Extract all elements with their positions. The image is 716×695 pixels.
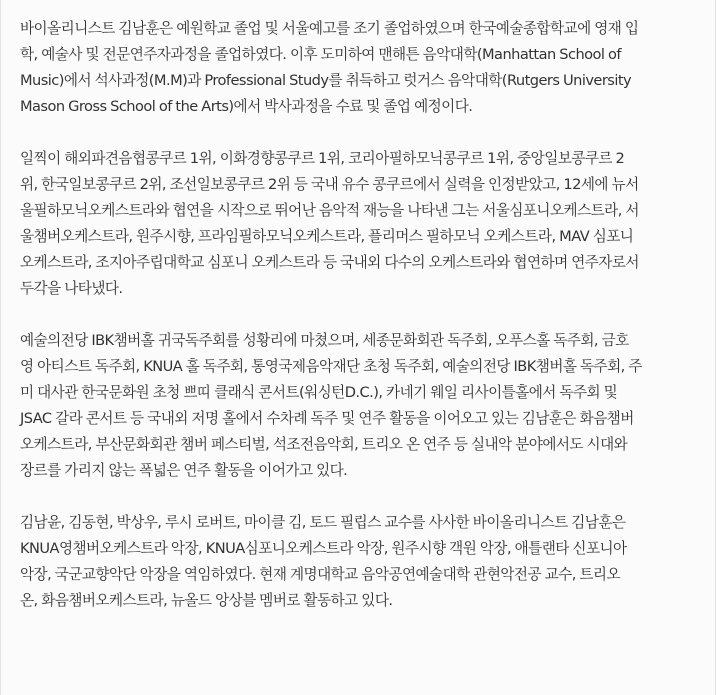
paragraph-spacer [20, 484, 701, 510]
text-line: 오케스트라, 부산문화회관 챔버 페스티벌, 석조전음악회, 트리오 온 연주 등 실내악 분야에서도 시대와 [20, 436, 628, 453]
text-line: 악장, 국군교향악단 악장을 역임하였다. 현재 계명대학교 음악공연예술대학 관현악전공 교수, 트리오 [20, 566, 621, 583]
paragraph-spacer [20, 120, 701, 146]
text-line: 위, 한국일보콩쿠르 2위, 조선일보콩쿠르 2위 등 국내 유수 콩쿠르에서 실력을 인정받았고, 12세에 뉴서 [20, 176, 639, 193]
text-line: JSAC 갈라 콘서트 등 국내외 저명 홀에서 수차례 독주 및 연주 활동을 이어오고 있는 김남훈은 화음챔버 [20, 410, 634, 427]
text-line: Music)에서 석사과정(M.M)과 Professional Study를 취득하고 럿거스 음악대학(Rutgers University [20, 72, 632, 89]
text-line: Mason Gross School of the Arts)에서 박사과정을 수료 및 졸업 예정이다. [20, 98, 473, 115]
text-line: 미 대사관 한국문화원 초청 쁘띠 클래식 콘서트(워싱턴D.C.), 카네기 웨일 리사이틀홀에서 독주회 및 [20, 384, 618, 401]
bio-paragraph-recitals [20, 328, 701, 484]
text-line: 두각을 나타냈다. [20, 280, 123, 297]
bio-paragraph-competitions [20, 146, 701, 302]
text-line: 온, 화음챔버오케스트라, 뉴올드 앙상블 멤버로 활동하고 있다. [20, 592, 393, 609]
bio-paragraph-education [20, 16, 701, 120]
text-line: 김남윤, 김동현, 박상우, 루시 로버트, 마이클 김, 토드 필립스 교수를 사사한 바이올리니스트 김남훈은 [20, 514, 626, 531]
text-line: 울필하모닉오케스트라와 협연을 시작으로 뛰어난 음악적 재능을 나타낸 그는 서울심포니오케스트라, 서 [20, 202, 639, 219]
text-line: 장르를 가리지 않는 폭넓은 연주 활동을 이어가고 있다. [20, 462, 348, 479]
text-line: 오케스트라, 조지아주립대학교 심포니 오케스트라 등 국내외 다수의 오케스트라와 협연하며 연주자로서 [20, 254, 639, 271]
text-line: 영 아티스트 독주회, KNUA 홀 독주회, 통영국제음악재단 초청 독주회, 예술의전당 IBK챔버홀 독주회, 주 [20, 358, 642, 375]
text-line: 일찍이 해외파견음협콩쿠르 1위, 이화경향콩쿠르 1위, 코리아필하모닉콩쿠르 1위, 중앙일보콩쿠르 2 [20, 150, 625, 167]
text-line: 울챔버오케스트라, 원주시향, 프라임필하모닉오케스트라, 플리머스 필하모닉 오케스트라, MAV 심포니 [20, 228, 634, 245]
text-line: KNUA영챔버오케스트라 악장, KNUA심포니오케스트라 악장, 원주시향 객원 악장, 애틀랜타 신포니아 [20, 540, 627, 557]
text-line: 바이올리니스트 김남훈은 예원학교 졸업 및 서울예고를 조기 졸업하였으며 한국예술종합학교에 영재 입 [20, 20, 639, 37]
text-line: 학, 예술사 및 전문연주자과정을 졸업하였다. 이후 도미하여 맨해튼 음악대학(Manhattan School of [20, 46, 621, 63]
paragraph-spacer [20, 302, 701, 328]
text-line: 예술의전당 IBK챔버홀 귀국독주회를 성황리에 마쳤으며, 세종문화회관 독주회, 오푸스홀 독주회, 금호 [20, 332, 629, 349]
bio-paragraph-positions [20, 510, 701, 614]
